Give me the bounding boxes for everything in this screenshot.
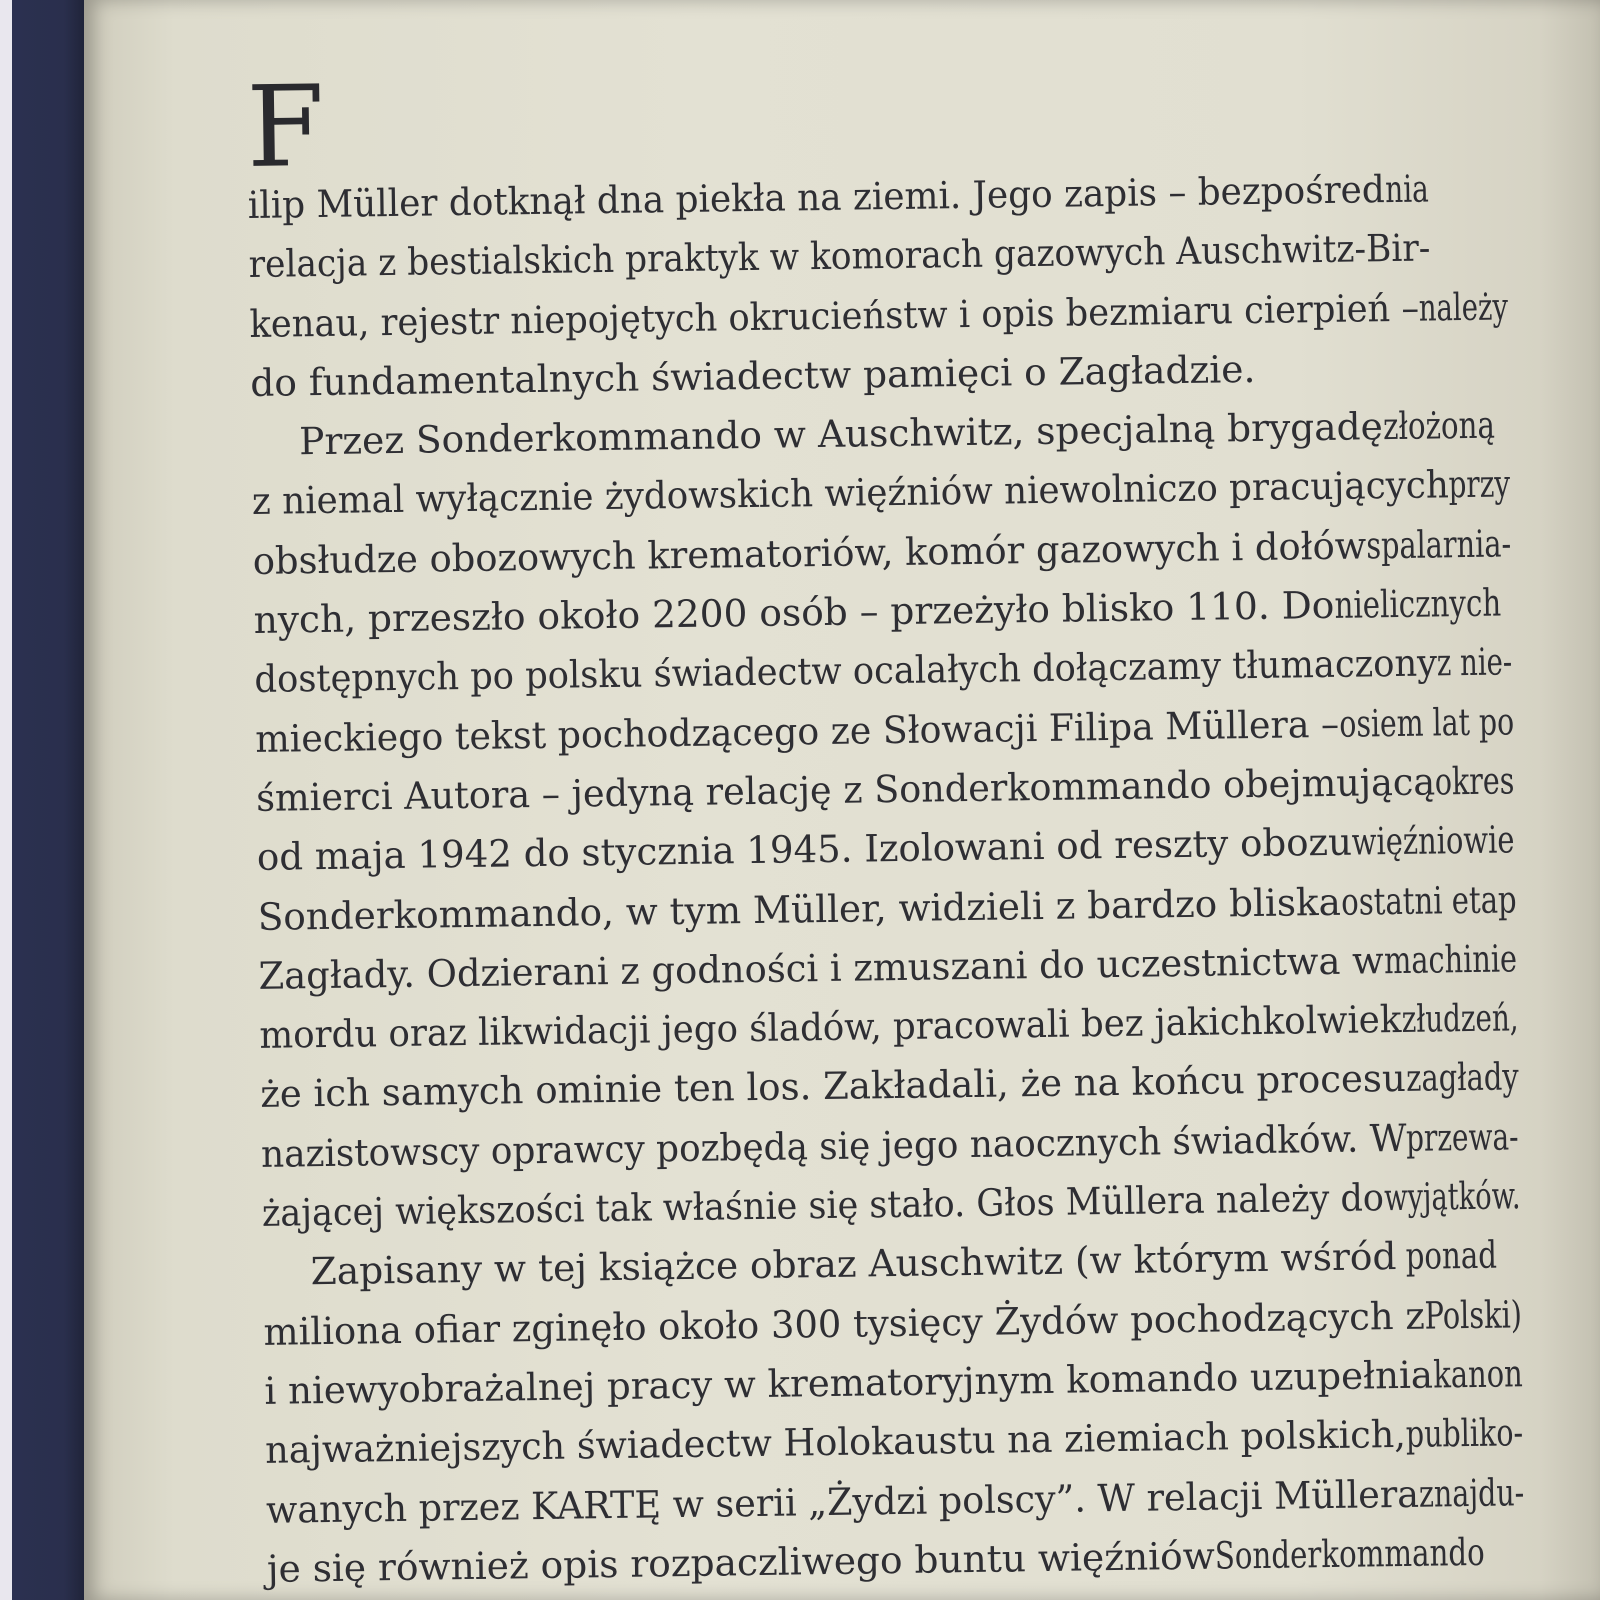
line-text: mieckiego tekst pochodzącego ze Słowacji Filipa Müllera – — [255, 701, 1340, 761]
line-text: je się również opis rozpaczliwego buntu więźniów — [266, 1533, 1216, 1591]
line-text: wanych przez KARTĘ w serii „Żydzi polscy”. W relacji Müllera — [265, 1471, 1420, 1532]
line-tail-text: przewa- — [1406, 1114, 1520, 1160]
line-tail-text: Sonderkommando — [1214, 1529, 1485, 1578]
line-tail-text: Polski) — [1424, 1291, 1523, 1338]
line-text: dostępnych po polsku świadectw ocalałych dołączamy tłumaczony — [254, 640, 1438, 702]
line-text: obsłudze obozowych krematoriów, komór gazowych i dołów — [252, 523, 1367, 583]
line-tail-text: machinie — [1383, 936, 1517, 983]
line-text: z niemal wyłącznie żydowskich więźniów niewolniczo pracujących — [251, 462, 1450, 524]
book-cover-edge — [12, 0, 86, 1600]
line-tail-text: znajdu- — [1418, 1469, 1525, 1516]
line-tail-text: zagłady — [1405, 1054, 1519, 1101]
line-text: miliona ofiar zginęło około 300 tysięcy Żydów pochodzących z — [263, 1293, 1426, 1354]
line-tail-text: złożoną — [1382, 402, 1495, 449]
line-text: żającej większości tak właśnie się stało. Głos Müllera należy do — [261, 1175, 1385, 1235]
line-text: że ich samych ominie ten los. Zakładali, że na końcu procesu — [259, 1056, 1407, 1117]
line-text: Zapisany w tej książce obraz Auschwitz (w którym wśród — [310, 1234, 1397, 1294]
line-tail-text: wyjątków. — [1383, 1173, 1521, 1220]
line-text: kenau, rejestr niepojętych okrucieństw i opis bezmiaru cierpień – — [249, 285, 1420, 346]
line-text: nazistowscy oprawcy pozbędą się jego naocznych świadków. W — [260, 1115, 1407, 1176]
line-text: śmierci Autora – jedyną relację z Sonderkommando obejmującą — [255, 759, 1436, 820]
line-text: od maja 1942 do stycznia 1945. Izolowani od reszty obozu — [256, 819, 1353, 880]
text-lines — [246, 54, 1527, 1599]
line-tail-text: publiko- — [1405, 1410, 1524, 1457]
line-tail-text: spalarnia- — [1365, 521, 1512, 568]
line-text: relacja z bestialskich praktyk w komorach gazowych Auschwitz-Bir- — [248, 225, 1431, 287]
line-text: do fundamentalnych świadectw pamięci o Zagładzie. — [250, 346, 1256, 405]
line-tail-text: przy — [1448, 461, 1511, 507]
line-tail-text: ponad — [1405, 1232, 1498, 1279]
line-text: nych, przeszło około 2200 osób – przeżyło blisko 110. Do — [253, 582, 1335, 643]
line-tail-text: należy — [1418, 283, 1509, 330]
line-text: ilip Müller dotknął dna piekła na ziemi. Jego zapis – bezpośred — [247, 167, 1386, 227]
line-text: i niewyobrażalnej pracy w krematoryjnym komando uzupełnia — [264, 1352, 1434, 1413]
line-tail-text: kanon — [1432, 1351, 1523, 1397]
line-tail-text: osiem lat po — [1338, 699, 1515, 746]
line-tail-text: z nie- — [1436, 639, 1513, 685]
line-tail-text: ostatni etap — [1340, 876, 1517, 924]
line-tail-text: złudzeń, — [1401, 995, 1519, 1042]
line-tail-text: nielicznych — [1333, 580, 1502, 627]
page-text — [246, 54, 1527, 1599]
spine-edge — [0, 0, 12, 1600]
drop-cap: F — [245, 61, 326, 193]
line-tail-text: więźniowie — [1351, 817, 1516, 864]
line-tail-text: nia — [1384, 166, 1429, 212]
line-text: mordu oraz likwidacji jego śladów, pracowali bez jakichkolwiek — [259, 997, 1402, 1058]
line-text: Zagłady. Odzierani z godności i zmuszani do uczestnictwa w — [258, 938, 1384, 998]
line-text: Sonderkommando, w tym Müller, widzieli z bardzo bliska — [257, 879, 1342, 939]
line-text: Przez Sonderkommando w Auschwitz, specjalną brygadę — [298, 404, 1384, 464]
line-tail-text: okres — [1434, 758, 1516, 804]
line-text: najważniejszych świadectw Holokaustu na ziemiach polskich, — [264, 1412, 1407, 1473]
